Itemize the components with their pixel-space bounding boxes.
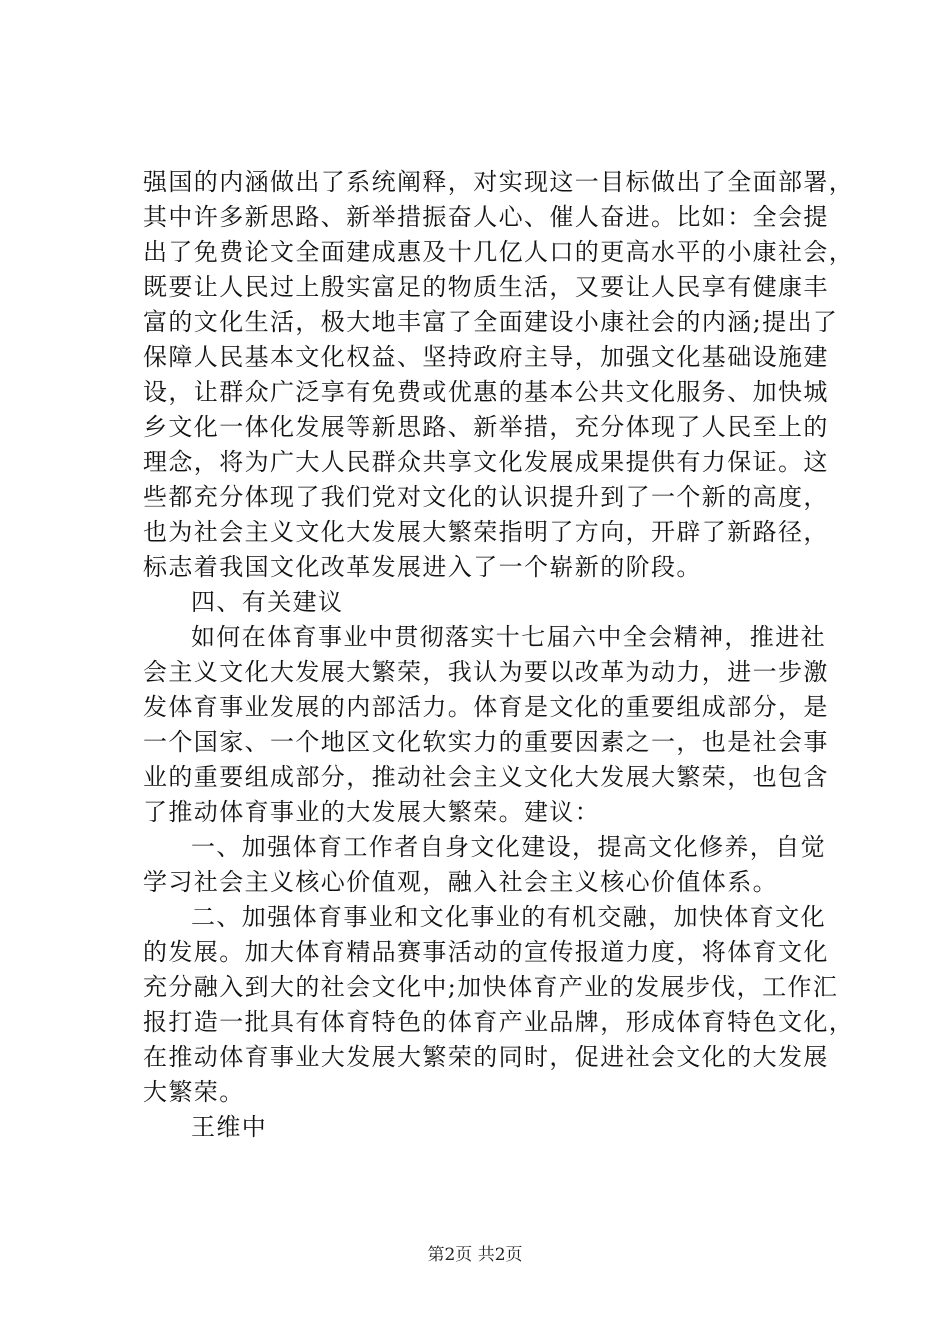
text-line: 也为社会主义文化大发展大繁荣指明了方向，开辟了新路径，: [143, 518, 829, 546]
text-line: 大繁荣。: [143, 1078, 245, 1106]
text-line: 会主义文化大发展大繁荣，我认为要以改革为动力，进一步激: [143, 658, 829, 686]
text-line: 王维中: [191, 1113, 268, 1141]
page-footer: 第2页 共2页: [427, 1245, 523, 1265]
text-line: 一、加强体育工作者自身文化建设，提高文化修养，自觉: [191, 833, 826, 861]
text-line: 保障人民基本文化权益、坚持政府主导，加强文化基础设施建: [143, 343, 829, 371]
text-line: 乡文化一体化发展等新思路、新举措，充分体现了人民至上的: [143, 413, 829, 441]
text-line: 出了免费论文全面建成惠及十几亿人口的更高水平的小康社会，: [143, 238, 855, 266]
document-body: [143, 165, 855, 1145]
text-line: 既要让人民过上殷实富足的物质生活，又要让人民享有健康丰: [143, 273, 829, 301]
text-line: 些都充分体现了我们党对文化的认识提升到了一个新的高度，: [143, 483, 829, 511]
text-line: 发体育事业发展的内部活力。体育是文化的重要组成部分，是: [143, 693, 829, 721]
text-line: 标志着我国文化改革发展进入了一个崭新的阶段。: [143, 553, 702, 581]
text-line: 业的重要组成部分，推动社会主义文化大发展大繁荣，也包含: [143, 763, 829, 791]
text-line: 富的文化生活，极大地丰富了全面建设小康社会的内涵;提出了: [143, 308, 839, 336]
text-line: 四、有关建议: [191, 588, 344, 616]
text-line: 理念，将为广大人民群众共享文化发展成果提供有力保证。这: [143, 448, 829, 476]
text-line: 充分融入到大的社会文化中;加快体育产业的发展步伐，工作汇: [143, 973, 839, 1001]
text-line: 如何在体育事业中贯彻落实十七届六中全会精神，推进社: [191, 623, 826, 651]
text-line: 其中许多新思路、新举措振奋人心、催人奋进。比如：全会提: [143, 203, 829, 231]
text-line: 报打造一批具有体育特色的体育产业品牌，形成体育特色文化，: [143, 1008, 855, 1036]
text-line: 在推动体育事业大发展大繁荣的同时，促进社会文化的大发展: [143, 1043, 829, 1071]
text-line: 的发展。加大体育精品赛事活动的宣传报道力度，将体育文化: [143, 938, 829, 966]
text-line: 二、加强体育事业和文化事业的有机交融，加快体育文化: [191, 903, 826, 931]
text-line: 强国的内涵做出了系统阐释，对实现这一目标做出了全面部署，: [143, 168, 855, 196]
text-line: 设，让群众广泛享有免费或优惠的基本公共文化服务、加快城: [143, 378, 829, 406]
text-line: 一个国家、一个地区文化软实力的重要因素之一，也是社会事: [143, 728, 829, 756]
text-line: 了推动体育事业的大发展大繁荣。建议：: [143, 798, 601, 826]
text-line: 学习社会主义核心价值观，融入社会主义核心价值体系。: [143, 868, 778, 896]
